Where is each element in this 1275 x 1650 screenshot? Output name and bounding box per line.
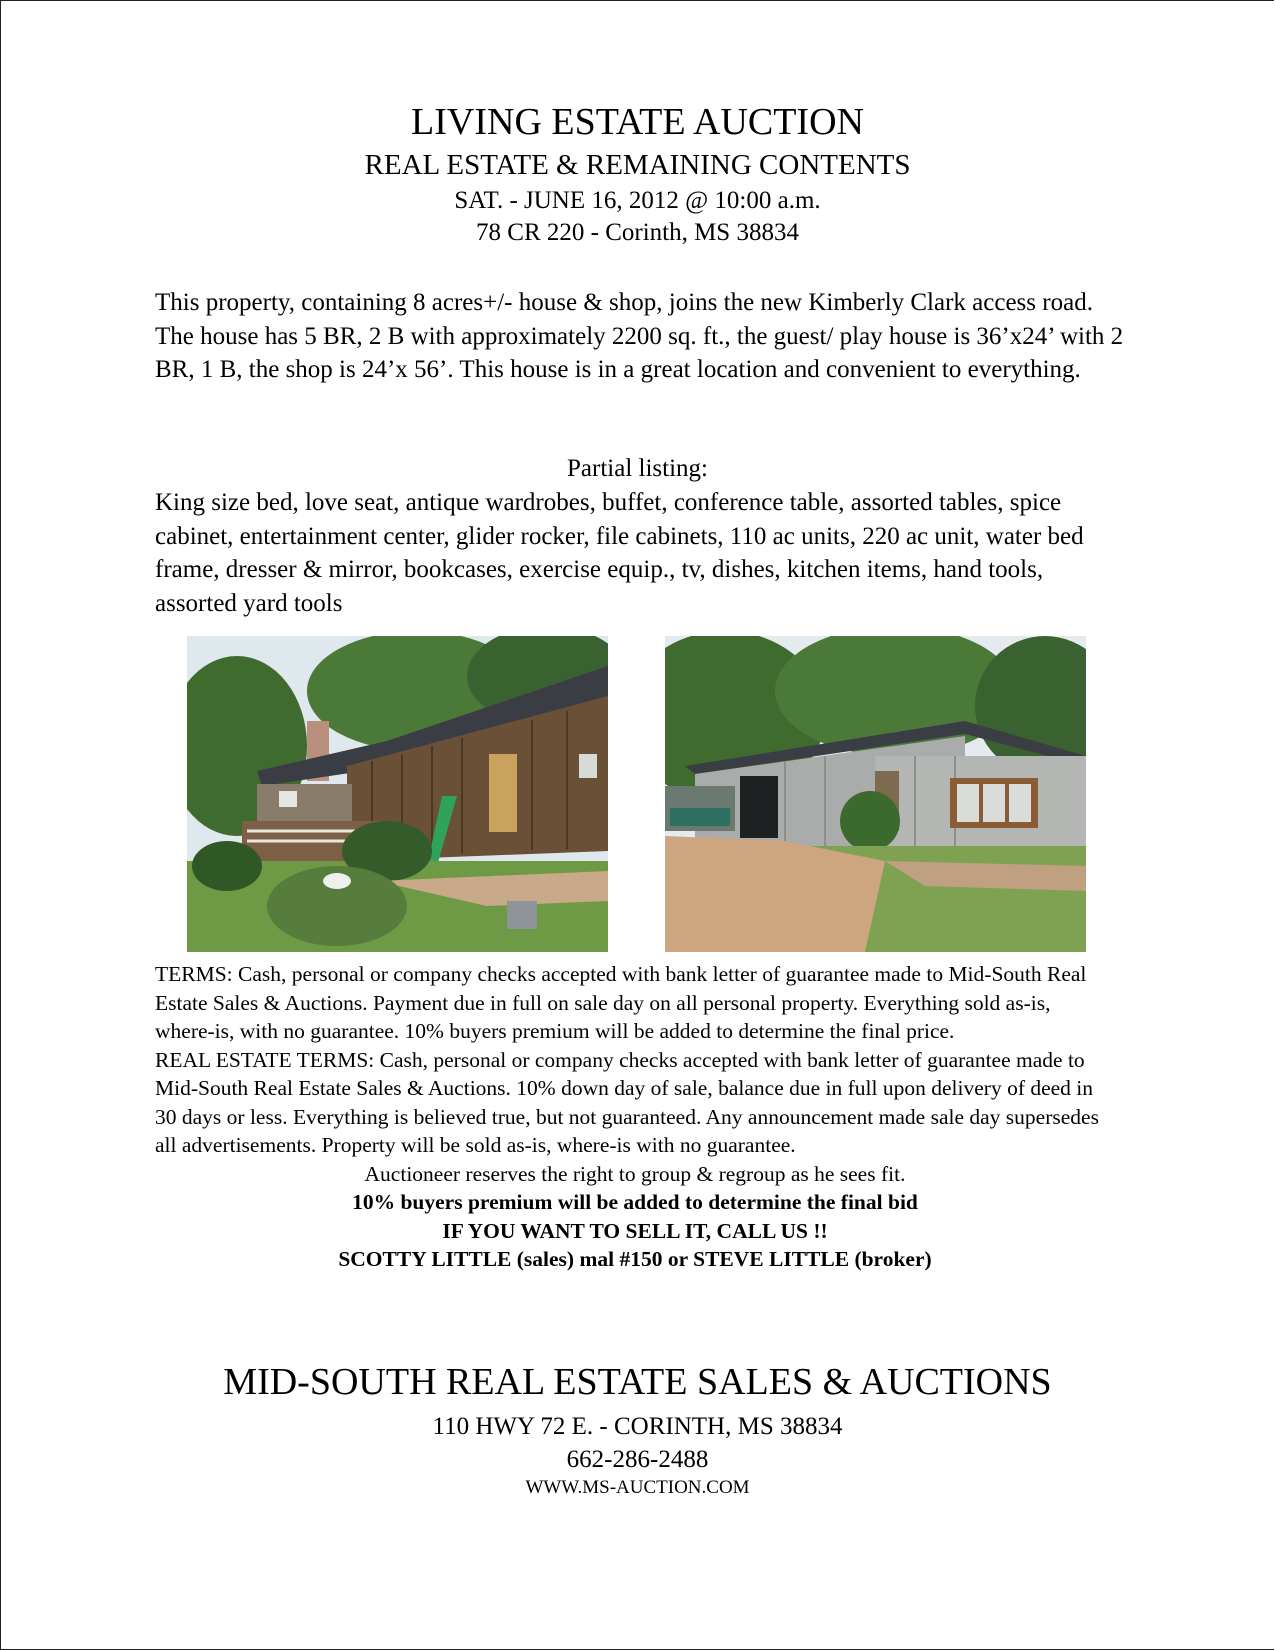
property-description: This property, containing 8 acres+/- house & shop, joins the new Kimberly Clark access road. The house has 5 BR, 2 B with approximately 2200 sq. ft., the guest/ play house is 36’x24’ with 2 BR, 1 B, the shop is 24’x 56’. This house is in a great location and convenient to everything. [155, 289, 1124, 383]
terms-text: TERMS: Cash, personal or company checks accepted with bank letter of guarantee made to Mid-South Real Estate Sales & Auctions. Payment due in full on sale day on all personal property. Everything sold as-is, where-is, with no guarantee. 10% buyers premium will be added to determine the final price. [155, 962, 1087, 1043]
partial-listing-heading: Partial listing: [567, 455, 708, 482]
partial-listing-items: King size bed, love seat, antique wardrobes, buffet, conference table, assorted tables, spice cabinet, entertainment center, glider rocker, file cabinets, 110 ac units, 220 ac unit, water bed frame, dresser & mirror, bookcases, exercise equip., tv, dishes, kitchen items, hand tools, assorted yard tools [155, 489, 1084, 617]
terms-section [155, 960, 1115, 1274]
company-phone: 662-286-2488 [566, 1446, 709, 1473]
company-address: 110 HWY 72 E. - CORINTH, MS 38834 [432, 1413, 843, 1440]
house-photo [187, 636, 608, 952]
contact-names: SCOTTY LITTLE (sales) mal #150 or STEVE LITTLE (broker) [338, 1247, 932, 1271]
company-name: MID-SOUTH REAL ESTATE SALES & AUCTIONS [223, 1361, 1052, 1403]
auction-address: 78 CR 220 - Corinth, MS 38834 [476, 219, 799, 246]
shop-photo [665, 636, 1086, 952]
company-website: WWW.MS-AUCTION.COM [525, 1477, 750, 1498]
page-title: LIVING ESTATE AUCTION [411, 101, 864, 143]
buyers-premium-note: 10% buyers premium will be added to determine the final bid [352, 1190, 918, 1214]
reserve-note: Auctioneer reserves the right to group & regroup as he sees fit. [364, 1161, 906, 1186]
call-to-action: IF YOU WANT TO SELL IT, CALL US !! [442, 1218, 828, 1243]
page-subtitle: REAL ESTATE & REMAINING CONTENTS [364, 149, 911, 181]
auction-date: SAT. - JUNE 16, 2012 @ 10:00 a.m. [454, 187, 821, 214]
real-estate-terms-text: REAL ESTATE TERMS: Cash, personal or company checks accepted with bank letter of guarantee made to Mid-South Real Estate Sales & Auctions. 10% down day of sale, balance due in full upon delivery of deed in 30 days or less. Everything is believed true, but not guaranteed. Any announcement made sale day supersedes all advertisements. Property will be sold as-is, where-is with no guarantee. [155, 1047, 1099, 1157]
